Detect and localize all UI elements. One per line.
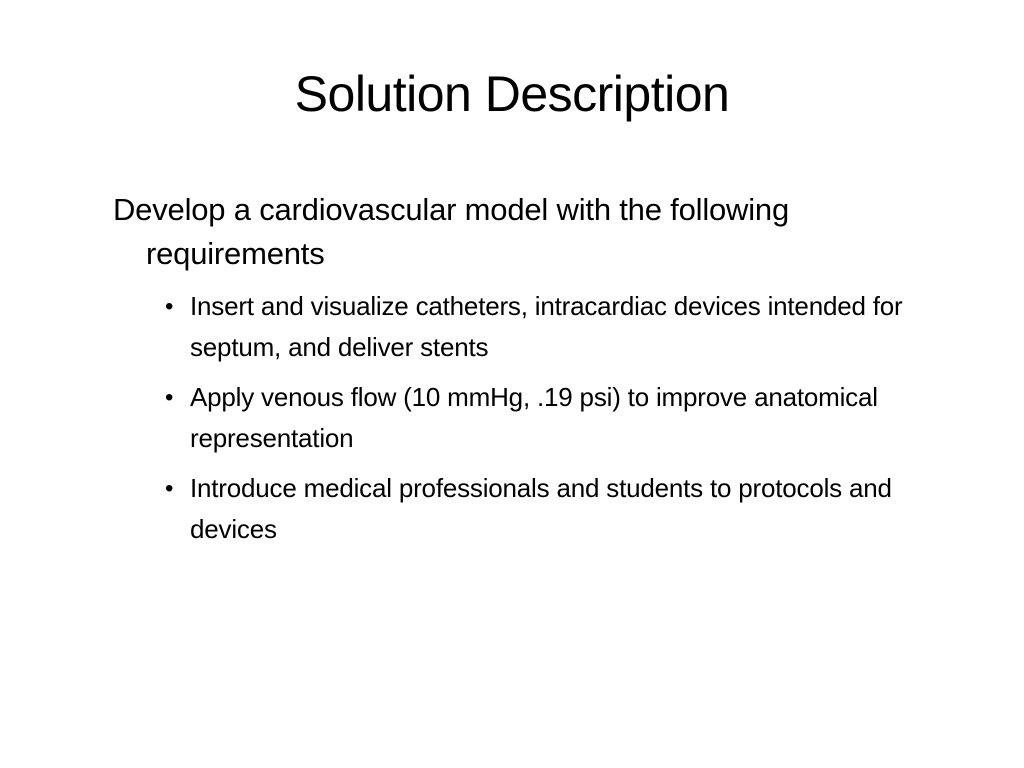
requirements-list: [113, 286, 953, 550]
list-item-text: Apply venous flow (10 mmHg, .19 psi) to improve anatomical representation: [190, 382, 878, 453]
list-item-text: Insert and visualize catheters, intracardiac devices intended for septum, and deliver stents: [190, 291, 903, 362]
bullet-icon: •: [165, 475, 174, 502]
list-item: [113, 286, 953, 368]
list-item: [113, 377, 953, 459]
list-item-text: Introduce medical professionals and students to protocols and devices: [190, 473, 892, 544]
slide-body: [113, 188, 953, 559]
intro-text: Develop a cardiovascular model with the following requirements: [113, 192, 789, 271]
slide-title: Solution Description: [294, 66, 730, 122]
bullet-icon: •: [165, 384, 174, 411]
bullet-icon: •: [165, 293, 174, 320]
list-item: [113, 468, 953, 550]
